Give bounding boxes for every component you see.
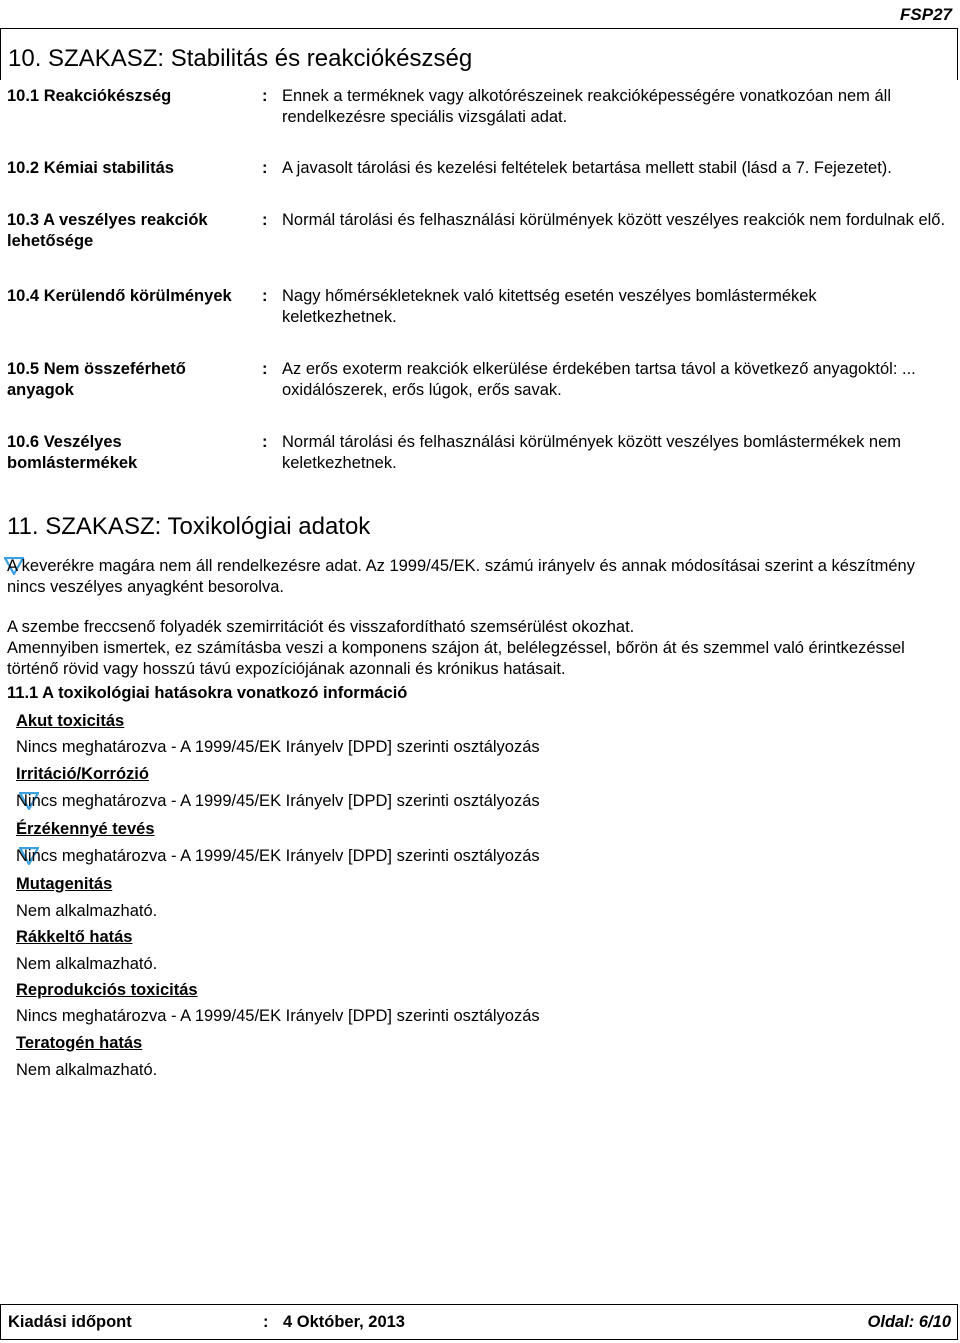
document-code: FSP27 (900, 5, 952, 24)
subsection-11-1-heading: 11.1 A toxikológiai hatásokra vonatkozó információ (7, 684, 408, 702)
row-colon: : (262, 87, 268, 105)
row-colon: : (262, 211, 268, 229)
row-label: 10.1 Reakciókészség (7, 87, 172, 105)
row-label: 10.4 Kerülendő körülmények (7, 287, 232, 305)
issue-date-colon: : (263, 1313, 269, 1331)
page-number: Oldal: 6/10 (867, 1313, 951, 1331)
item-label-reproductive-toxicity: Reprodukciós toxicitás (16, 981, 198, 999)
row-colon: : (262, 287, 268, 305)
footer (0, 1304, 958, 1340)
row-value: A javasolt tárolási és kezelési feltételek betartása mellett stabil (lásd a 7. Fejezetet). (282, 159, 892, 177)
item-label-carcinogenicity: Rákkeltő hatás (16, 928, 133, 946)
row-label: 10.3 A veszélyes reakciók lehetősége (7, 211, 208, 250)
item-label-acute-toxicity: Akut toxicitás (16, 712, 125, 730)
item-text-acute-toxicity: Nincs meghatározva - A 1999/45/EK Irányelv [DPD] szerinti osztályozás (16, 738, 540, 756)
item-text-mutagenicity: Nem alkalmazható. (16, 902, 158, 920)
issue-date-label: Kiadási időpont (8, 1313, 132, 1331)
row-label: 10.5 Nem összeférhető anyagok (7, 360, 186, 399)
row-value: Az erős exoterm reakciók elkerülése érdekében tartsa távol a következő anyagoktól: ... oxidálószerek, erős lúgok, erős savak. (282, 360, 916, 399)
section-11-title: 11. SZAKASZ: Toxikológiai adatok (7, 513, 371, 540)
row-label: 10.6 Veszélyes bomlástermékek (7, 433, 138, 472)
section-10-title: 10. SZAKASZ: Stabilitás és reakciókészség (8, 45, 473, 72)
row-value: Normál tárolási és felhasználási körülmények között veszélyes reakciók nem fordulnak elő. (282, 211, 946, 229)
row-value: Normál tárolási és felhasználási körülmények között veszélyes bomlástermékek nem keletkezhetnek. (282, 433, 901, 472)
exposure-paragraph: Amennyiben ismertek, ez számításba veszi a komponens szájon át, belélegzéssel, bőrön át és szemmel való érintkezéssel történő rövid vagy hosszú távú expozíciójának azonnali és krónikus hatásait. (7, 639, 905, 678)
item-text-reproductive-toxicity: Nincs meghatározva - A 1999/45/EK Irányelv [DPD] szerinti osztályozás (16, 1007, 540, 1025)
item-text-sensitization: Nincs meghatározva - A 1999/45/EK Irányelv [DPD] szerinti osztályozás (16, 847, 540, 865)
item-label-mutagenicity: Mutagenitás (16, 875, 113, 893)
item-text-irritation: Nincs meghatározva - A 1999/45/EK Irányelv [DPD] szerinti osztályozás (16, 792, 540, 810)
row-colon: : (262, 360, 268, 378)
issue-date-value: 4 Október, 2013 (283, 1313, 405, 1331)
section-10-header (0, 28, 958, 80)
row-value: Nagy hőmérsékleteknek való kitettség esetén veszélyes bomlástermékek keletkezhetnek. (282, 287, 817, 326)
item-label-teratogenic-effect: Teratogén hatás (16, 1034, 143, 1052)
row-label: 10.2 Kémiai stabilitás (7, 159, 174, 177)
item-text-teratogenic-effect: Nem alkalmazható. (16, 1061, 158, 1079)
row-colon: : (262, 159, 268, 177)
item-label-irritation: Irritáció/Korrózió (16, 765, 149, 783)
eye-paragraph: A szembe freccsenő folyadék szemirritációt és visszafordítható szemsérülést okozhat. (7, 618, 635, 636)
item-text-carcinogenicity: Nem alkalmazható. (16, 955, 158, 973)
row-colon: : (262, 433, 268, 451)
item-label-sensitization: Érzékennyé tevés (16, 820, 155, 838)
row-value: Ennek a terméknek vagy alkotórészeinek reakcióképességére vonatkozóan nem áll rendelkezésre speciális vizsgálati adat. (282, 87, 892, 126)
intro-paragraph: A keverékre magára nem áll rendelkezésre adat. Az 1999/45/EK. számú irányelv és annak módosításai szerint a készítmény nincs veszélyes anyagként besorolva. (7, 557, 915, 596)
